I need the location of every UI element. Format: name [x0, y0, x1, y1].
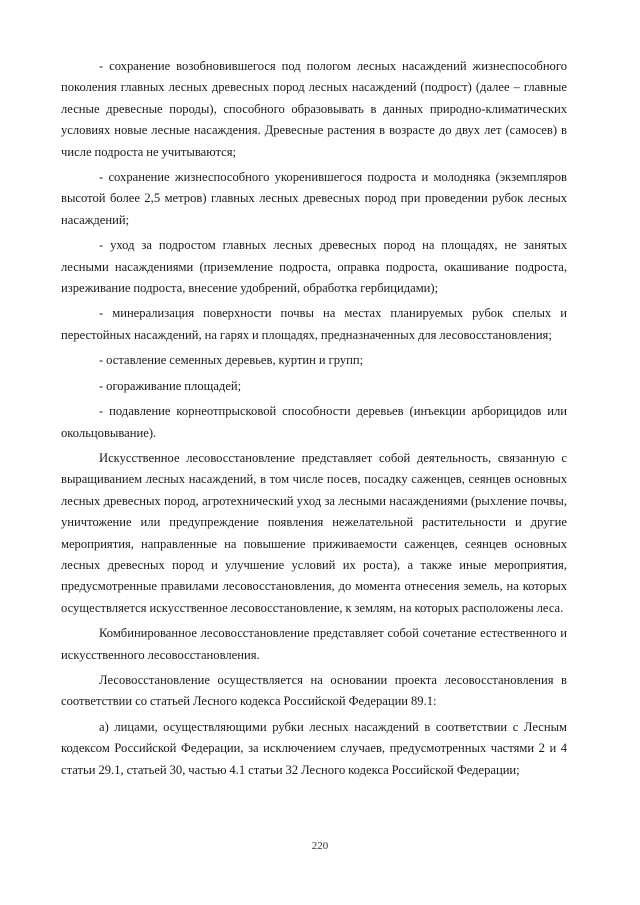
bullet-paragraph-3: - уход за подростом главных лесных древесных пород на площадях, не занятых лесными насаждениями (приземление подроста, оправка подроста, окашивание подроста, изреживание подроста, внесение удобрений, обработка гербицидами);	[61, 238, 567, 296]
paragraph-artificial-reforestation: Искусственное лесовосстановление представляет собой деятельность, связанную с выращиванием лесных насаждений, в том числе посев, посадку саженцев, сеянцев основных лесных древесных пород, агротехнический уход за лесными насаждениями (рыхление почвы, уничтожение или предупреждение появления нежелательной растительности и другие мероприятия, направленные на повышение приживаемости саженцев, сеянцев основных лесных древесных пород и улучшение условий их роста), а также иные мероприятия, предусмотренные правилами лесовосстановления, до момента отнесения земель, на которых осуществляется искусственное лесовосстановление, к землям, на которых расположены леса.	[61, 450, 567, 615]
body-text	[61, 56, 567, 781]
bullet-paragraph-7: - подавление корнеотпрысковой способности деревьев (инъекции арборицидов или окольцовывание).	[61, 404, 567, 440]
bullet-paragraph-6: - огораживание площадей;	[99, 378, 242, 393]
bullet-paragraph-5: - оставление семенных деревьев, куртин и групп;	[99, 353, 364, 368]
list-item-a: а) лицами, осуществляющими рубки лесных насаждений в соответствии с Лесным кодексом Российской Федерации, за исключением случаев, предусмотренных частями 2 и 4 статьи 29.1, статьей 30, частью 4.1 статьи 32 Лесного кодекса Российской Федерации;	[61, 719, 567, 777]
bullet-paragraph-4: - минерализация поверхности почвы на местах планируемых рубок спелых и перестойных насаждений, на гарях и площадях, предназначенных для лесовосстановления;	[61, 306, 567, 342]
paragraph-combined-reforestation: Комбинированное лесовосстановление представляет собой сочетание естественного и искусственного лесовосстановления.	[61, 626, 567, 662]
page-number: 220	[311, 840, 329, 852]
bullet-paragraph-2: - сохранение жизнеспособного укоренившегося подроста и молодняка (экземпляров высотой более 2,5 метров) главных лесных древесных пород при проведении рубок лесных насаждений;	[61, 170, 567, 227]
paragraph-reforestation-basis: Лесовосстановление осуществляется на основании проекта лесовосстановления в соответствии со статьей Лесного кодекса Российской Федерации 89.1:	[61, 672, 567, 709]
bullet-paragraph-1: - сохранение возобновившегося под пологом лесных насаждений жизнеспособного поколения главных лесных древесных пород лесных насаждений (подрост) (далее – главные лесные древесные породы), способного образовывать в данных природно-климатических условиях новые лесные насаждения. Древесные растения в возрасте до двух лет (самосев) в числе подроста не учитываются;	[61, 59, 567, 159]
